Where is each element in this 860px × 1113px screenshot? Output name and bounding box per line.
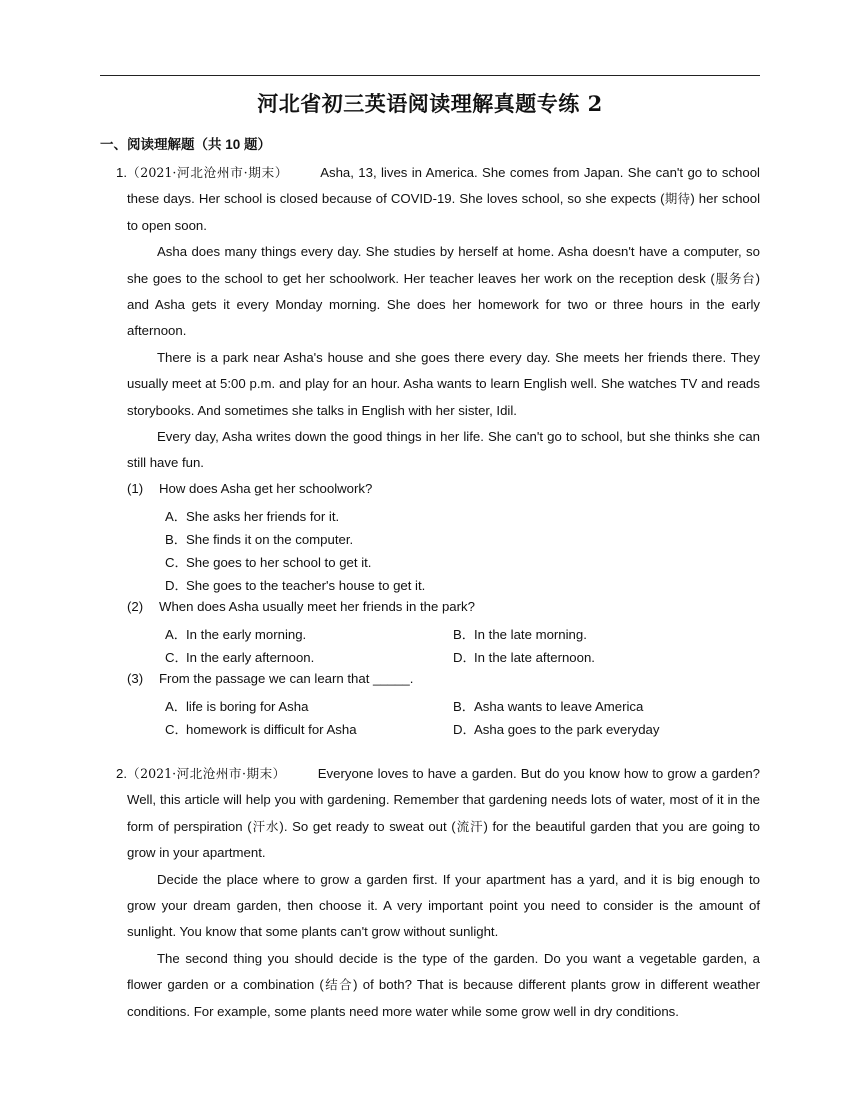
q1-sub3-option-b[interactable]: B．Asha wants to leave America [453, 699, 644, 714]
page-title: 河北省初三英语阅读理解真题专练 2 [257, 91, 603, 116]
q1-paragraph-1: （2021·河北沧州市·期末） Asha, 13, lives in America. She comes from Japan. She can't go to school these days. Her school is closed because of COVID-19. She loves school, so she expects (期待) her school to open soon. [127, 165, 761, 233]
q1-sub1-option-a[interactable]: A．She asks her friends for it. [165, 509, 340, 524]
question-number-1: 1. [116, 165, 127, 180]
question-2-passage [127, 761, 760, 1025]
q1-sub2-option-b[interactable]: B．In the late morning. [453, 627, 587, 642]
q2-paragraph-1: （2021·河北沧州市·期末） Everyone loves to have a garden. But do you know how to grow a garden? Well, this article will help you with gardening. Remember that gardening needs lots of water, most of it in the form of perspiration (汗水). So get ready to sweat out (流汗) for the beautiful garden that you are going to grow in your apartment. [127, 766, 761, 861]
section-heading: 一、阅读理解题（共 10 题） [100, 137, 272, 152]
q1-paragraph-3: There is a park near Asha's house and she goes there every day. She meets her friends there. They usually meet at 5:00 p.m. and play for an hour. Asha wants to learn English well. She watches TV and reads storybooks. And sometimes she talks in English with her sister, Idil. [127, 349, 760, 418]
q1-sub2-option-d[interactable]: D．In the late afternoon. [453, 650, 595, 665]
q1-sub3-option-c[interactable]: C．homework is difficult for Asha [165, 722, 357, 737]
q2-paragraph-2: Decide the place where to grow a garden first. If your apartment has a yard, and it is big enough to grow your dream garden, then choose it. A very important point you need to consider is the amount of sunlight. You know that some plants can't grow without sunlight. [127, 871, 760, 940]
q1-sub1-option-d[interactable]: D．She goes to the teacher's house to get it. [165, 578, 426, 593]
q1-paragraph-2: Asha does many things every day. She studies by herself at home. Asha doesn't have a computer, so she goes to the school to get her schoolwork. Her teacher leaves her work on the reception desk (服务台) and Asha gets it every Monday morning. She does her homework for two or three hours in the early afternoon. [127, 244, 761, 339]
q1-sub1-option-c[interactable]: C．She goes to her school to get it. [165, 555, 372, 570]
q1-sub3-option-d[interactable]: D．Asha goes to the park everyday [453, 722, 660, 737]
q1-source: （2021·河北沧州市·期末） [127, 165, 289, 180]
question-1-passage [127, 160, 760, 477]
question-number-2: 2. [116, 766, 127, 781]
q2-paragraph-3: The second thing you should decide is the type of the garden. Do you want a vegetable garden, a flower garden or a combination (结合) of both? That is because different plants grow in different weather conditions. For example, some plants need more water while some grow well in dry conditions. [127, 950, 760, 1019]
q2-source: （2021·河北沧州市·期末） [127, 766, 286, 781]
q1-sub3-option-a[interactable]: A．life is boring for Asha [165, 699, 309, 714]
q1-sub1-option-b[interactable]: B．She finds it on the computer. [165, 532, 354, 547]
q1-paragraph-4: Every day, Asha writes down the good things in her life. She can't go to school, but she thinks she can still have fun. [127, 429, 760, 471]
q1-sub2-option-c[interactable]: C．In the early afternoon. [165, 650, 315, 665]
header-rule [100, 75, 760, 76]
q1-sub2-option-a[interactable]: A．In the early morning. [165, 627, 307, 642]
